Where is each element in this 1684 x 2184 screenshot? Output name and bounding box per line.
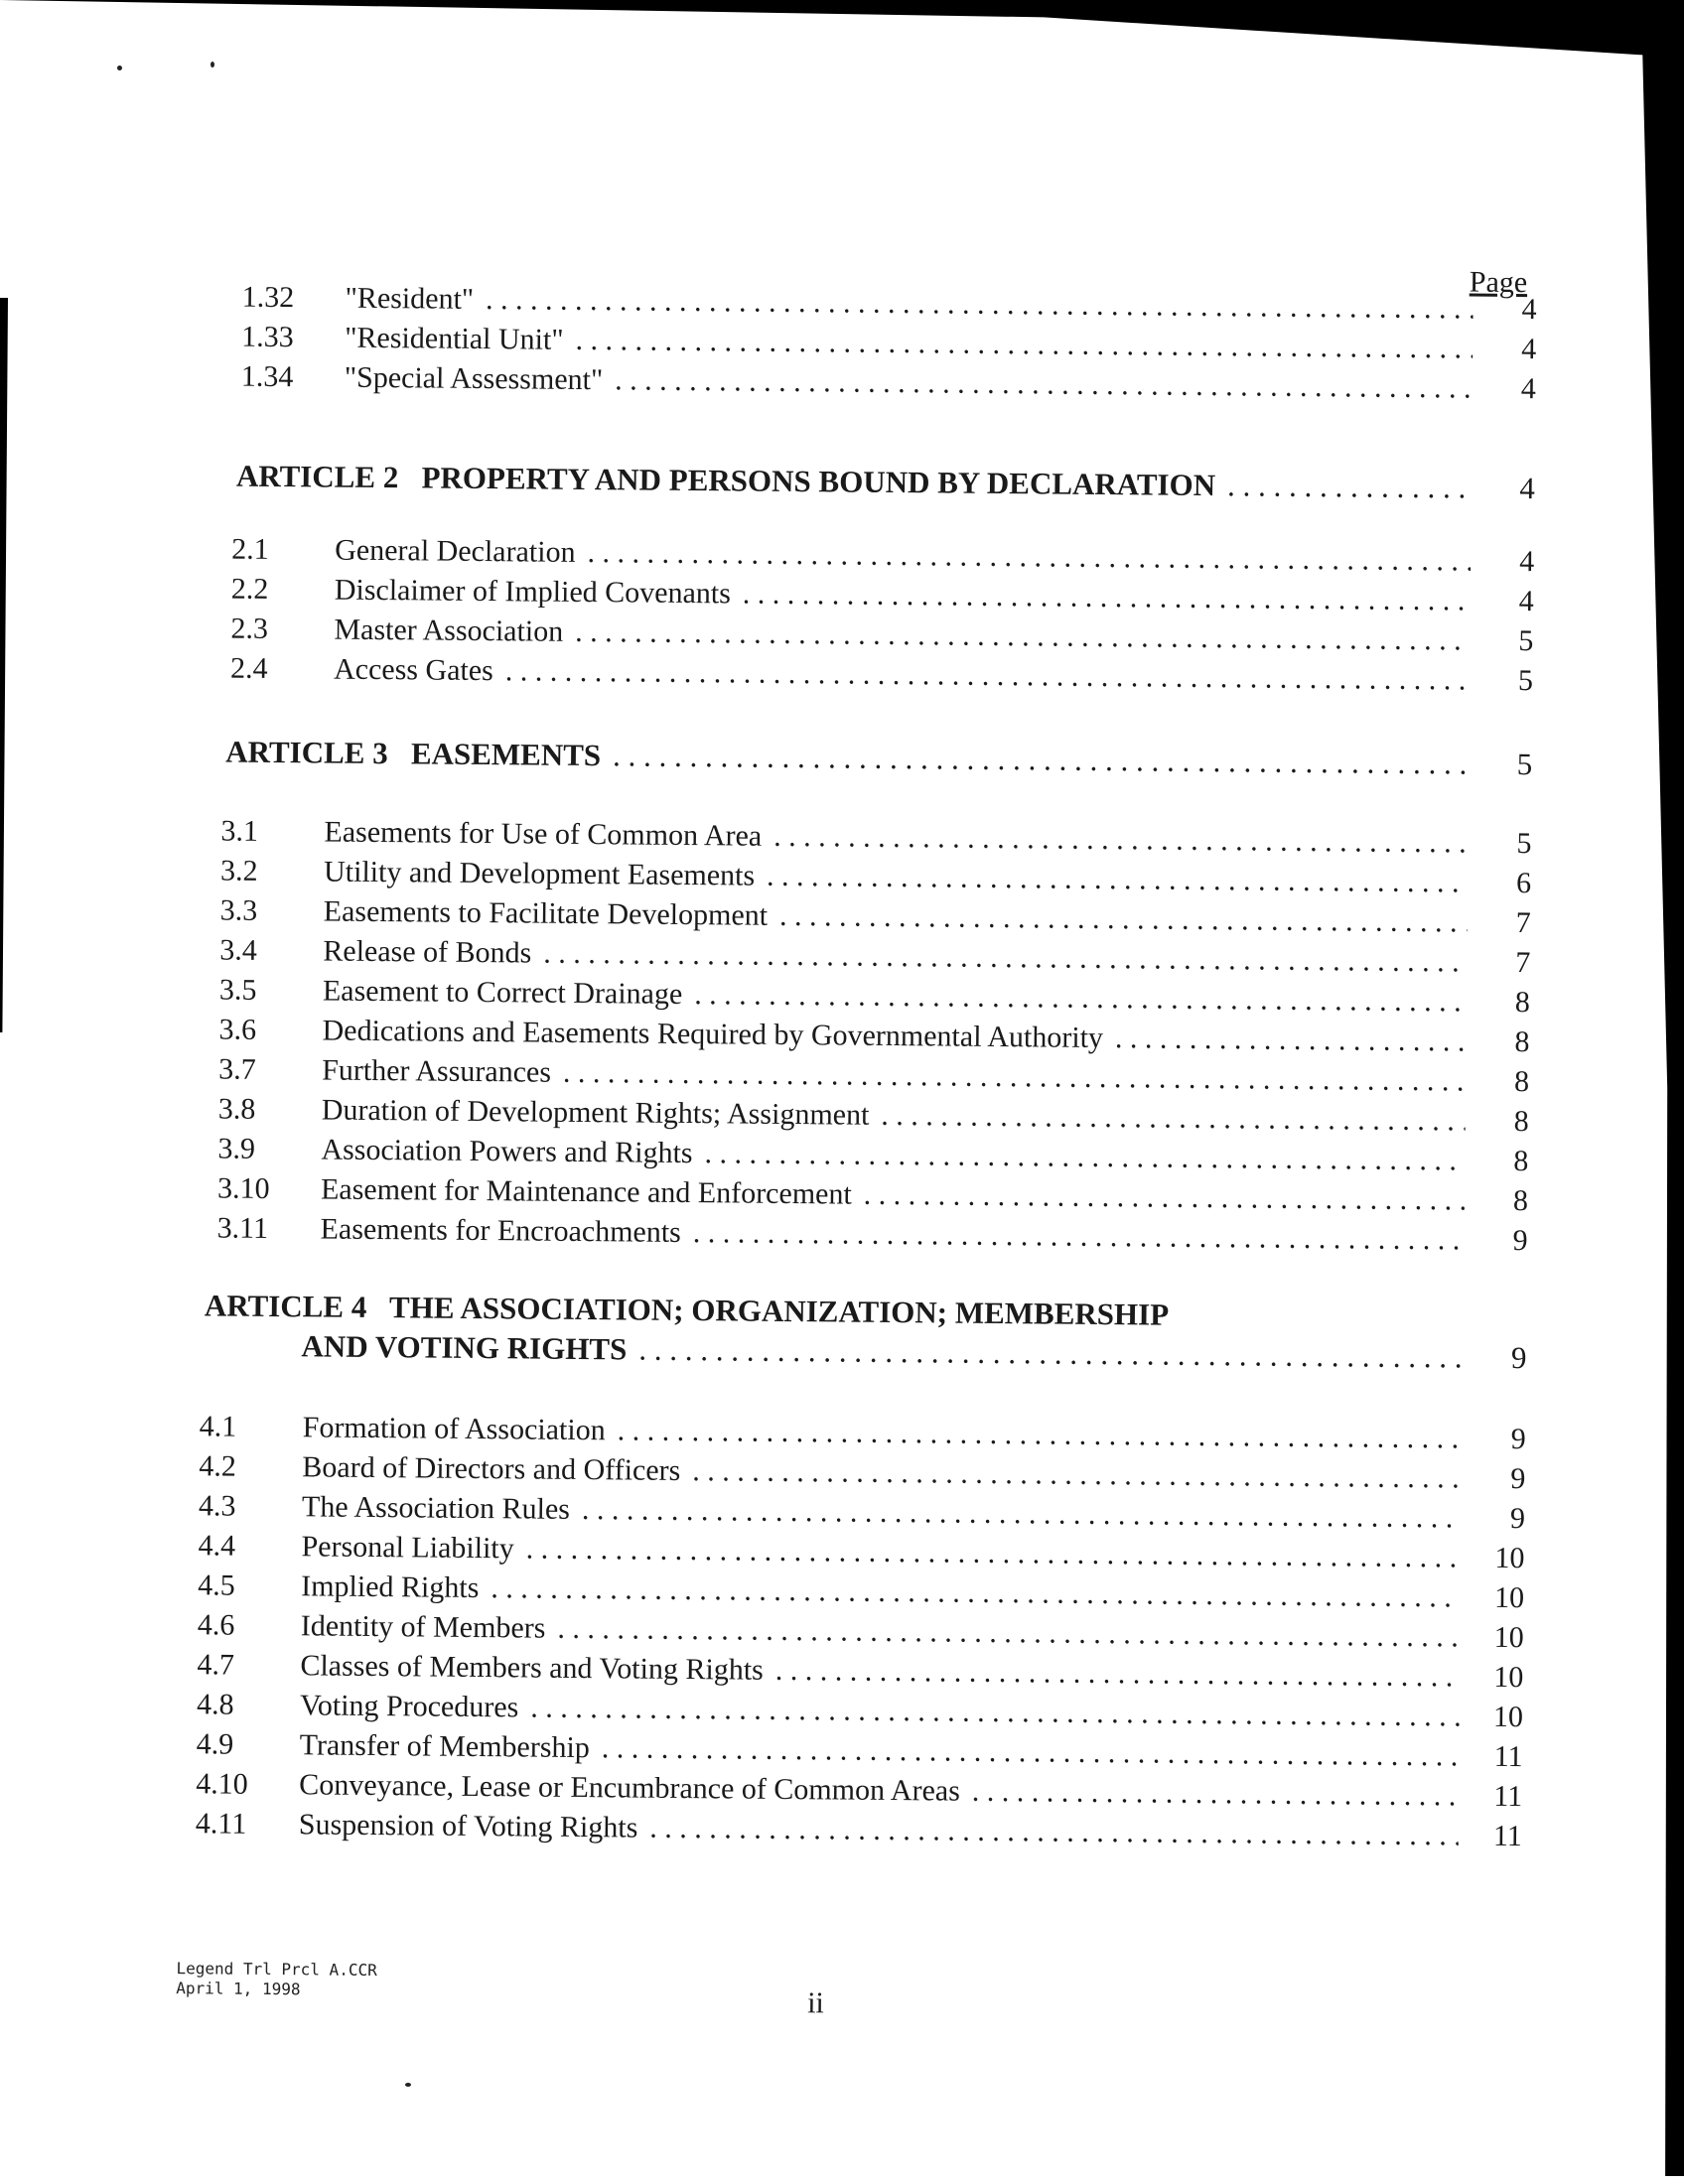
footer-file-name: Legend Trl Prcl A.CCR xyxy=(176,1959,377,1980)
toc-title: Utility and Development Easements xyxy=(323,855,756,892)
toc-number: 3.1 xyxy=(220,814,259,848)
toc-page-number: 4 xyxy=(1519,545,1535,579)
leader-dots xyxy=(602,1730,1460,1774)
toc-title: Implied Rights xyxy=(301,1570,480,1605)
toc-title: Conveyance, Lease or Encumbrance of Common Areas xyxy=(299,1768,961,1808)
toc-page-number: 8 xyxy=(1513,1104,1529,1139)
footer-date: April 1, 1998 xyxy=(176,1979,301,1999)
toc-page-number: 5 xyxy=(1518,624,1534,658)
toc-page-number: 4 xyxy=(1518,585,1534,618)
toc-title: "Special Assessment" xyxy=(344,360,604,397)
toc-page-number: 9 xyxy=(1512,1223,1528,1258)
toc-page-number: 7 xyxy=(1515,906,1531,940)
toc-page-number: 6 xyxy=(1515,867,1532,900)
toc-page-number: 8 xyxy=(1512,1183,1529,1218)
toc-title: Dedications and Easements Required by Governmental Authority xyxy=(322,1014,1104,1055)
toc-page-number: 10 xyxy=(1493,1580,1525,1615)
article-heading xyxy=(225,735,1532,783)
toc-page-number: 4 xyxy=(1519,471,1536,506)
leader-dots xyxy=(587,535,1471,580)
leader-dots xyxy=(491,1570,1461,1615)
article-title: ARTICLE 2 PROPERTY AND PERSONS BOUND BY DECLARATION xyxy=(235,458,1216,503)
leader-dots xyxy=(693,1215,1465,1258)
toc-number: 4.1 xyxy=(199,1410,237,1443)
leader-dots xyxy=(1227,468,1472,505)
toc-page-number: 10 xyxy=(1493,1660,1524,1695)
toc-page-number: 9 xyxy=(1509,1501,1526,1536)
toc-number: 3.5 xyxy=(218,973,257,1007)
toc-title: Personal Liability xyxy=(301,1530,514,1566)
toc-title: Duration of Development Rights; Assignment xyxy=(321,1093,870,1132)
toc-number: 3.7 xyxy=(218,1052,256,1086)
leader-dots xyxy=(638,1332,1463,1376)
toc-title: Disclaimer of Implied Covenants xyxy=(334,573,732,611)
article-title: ARTICLE 3 EASEMENTS xyxy=(225,734,602,773)
toc-page-number: 11 xyxy=(1493,1739,1523,1774)
leader-dots xyxy=(615,362,1473,406)
leader-dots xyxy=(575,323,1473,367)
leader-dots xyxy=(773,819,1469,862)
leader-dots xyxy=(694,977,1467,1020)
toc-number: 3.3 xyxy=(219,893,258,927)
toc-title: Classes of Members and Voting Rights xyxy=(300,1649,764,1687)
toc-title: Identity of Members xyxy=(300,1609,546,1645)
toc-title: Easements to Facilitate Development xyxy=(323,894,769,932)
leader-dots xyxy=(972,1774,1460,1815)
toc-title: The Association Rules xyxy=(301,1490,571,1526)
toc-number: 1.32 xyxy=(241,280,295,315)
toc-number: 3.9 xyxy=(217,1132,256,1165)
toc-row xyxy=(196,1806,1522,1854)
toc-number: 2.4 xyxy=(229,651,268,685)
toc-title: "Residential Unit" xyxy=(345,321,564,356)
toc-title: General Declaration xyxy=(335,533,576,569)
toc-number: 4.6 xyxy=(197,1608,235,1642)
toc-page-number: 4 xyxy=(1521,293,1537,327)
toc-page-number: 9 xyxy=(1510,1422,1526,1456)
toc-page-number: 5 xyxy=(1517,664,1534,698)
page-column-label: Page xyxy=(1469,265,1528,300)
toc-title: "Resident" xyxy=(345,281,475,316)
leader-dots xyxy=(613,738,1469,781)
leader-dots xyxy=(505,653,1471,698)
toc-number: 3.4 xyxy=(219,933,257,967)
toc-page-number: 10 xyxy=(1493,1620,1524,1655)
toc-title: Formation of Association xyxy=(302,1411,606,1447)
toc-page-number: 5 xyxy=(1516,747,1533,782)
toc-number: 3.2 xyxy=(219,854,258,887)
leader-dots xyxy=(881,1098,1466,1140)
toc-number: 2.1 xyxy=(231,532,269,566)
leader-dots xyxy=(743,577,1471,619)
toc-number: 4.4 xyxy=(198,1529,236,1563)
leader-dots xyxy=(692,1453,1462,1496)
leader-dots xyxy=(649,1811,1459,1854)
toc-page-number: 10 xyxy=(1494,1541,1525,1575)
toc-number: 4.5 xyxy=(198,1569,235,1602)
toc-title: Easement for Maintenance and Enforcement xyxy=(320,1172,852,1211)
toc-title: Board of Directors and Officers xyxy=(302,1450,681,1487)
toc-page-number: 8 xyxy=(1513,1065,1530,1099)
leader-dots xyxy=(575,614,1470,659)
toc-row xyxy=(230,651,1533,700)
toc-page-number: 9 xyxy=(1510,1339,1527,1376)
leader-dots xyxy=(557,1611,1461,1656)
toc-title: Easements for Encroachments xyxy=(320,1212,681,1249)
toc-page-number: 5 xyxy=(1516,827,1532,861)
leader-dots xyxy=(864,1177,1466,1219)
article-heading xyxy=(236,459,1535,507)
toc-page-number: 9 xyxy=(1510,1461,1526,1496)
toc-page-number: 8 xyxy=(1514,986,1531,1020)
toc-number: 3.8 xyxy=(217,1092,256,1126)
toc-title: Association Powers and Rights xyxy=(321,1133,693,1170)
toc-page-number: 8 xyxy=(1514,1025,1530,1059)
toc-number: 4.2 xyxy=(199,1449,237,1483)
toc-title: Master Association xyxy=(334,613,564,648)
toc-number: 3.6 xyxy=(218,1013,257,1046)
toc-number: 4.3 xyxy=(198,1489,236,1523)
toc-page-number: 4 xyxy=(1520,372,1536,406)
toc-number: 3.11 xyxy=(216,1211,269,1245)
toc-number: 4.11 xyxy=(195,1807,247,1841)
toc-number: 4.8 xyxy=(196,1688,234,1721)
toc-number: 4.7 xyxy=(197,1648,235,1682)
leader-dots xyxy=(530,1691,1460,1735)
toc-number: 3.10 xyxy=(216,1171,270,1205)
toc-page-number: 4 xyxy=(1521,333,1537,366)
leader-dots xyxy=(543,936,1467,981)
toc-title: Voting Procedures xyxy=(299,1689,519,1724)
toc-number: 1.33 xyxy=(241,320,294,354)
toc-title: Transfer of Membership xyxy=(299,1728,590,1765)
toc-page-number: 7 xyxy=(1515,946,1531,980)
leader-dots xyxy=(775,1653,1461,1696)
toc-page-number: 10 xyxy=(1492,1700,1524,1734)
leader-dots xyxy=(779,898,1468,941)
toc-row xyxy=(216,1210,1527,1259)
toc-title: Easement to Correct Drainage xyxy=(322,974,683,1011)
article-heading xyxy=(301,1328,1526,1376)
leader-dots xyxy=(582,1492,1462,1537)
toc-page-number: 11 xyxy=(1493,1779,1523,1814)
toc-number: 2.3 xyxy=(230,612,269,645)
toc-title: Access Gates xyxy=(333,652,493,688)
toc-row xyxy=(241,359,1536,408)
leader-dots xyxy=(526,1531,1462,1575)
toc-number: 1.34 xyxy=(240,359,294,394)
leader-dots xyxy=(704,1136,1465,1178)
leader-dots xyxy=(486,282,1474,328)
toc-title: Easements for Use of Common Area xyxy=(324,815,763,853)
toc-page-number: 8 xyxy=(1513,1144,1529,1178)
leader-dots xyxy=(1115,1021,1467,1059)
toc-number: 4.10 xyxy=(196,1767,248,1801)
leader-dots xyxy=(563,1055,1467,1100)
page-number: ii xyxy=(807,1986,825,2020)
article-title: AND VOTING RIGHTS xyxy=(301,1328,628,1367)
toc-title: Suspension of Voting Rights xyxy=(298,1808,638,1844)
toc-number: 4.9 xyxy=(196,1727,234,1761)
toc-number: 2.2 xyxy=(230,572,269,606)
article-heading-line: ARTICLE 4 THE ASSOCIATION; ORGANIZATION; MEMBERSHIP xyxy=(204,1288,1170,1332)
toc-title: Further Assurances xyxy=(322,1053,552,1089)
leader-dots xyxy=(618,1413,1463,1456)
toc-title: Release of Bonds xyxy=(323,934,532,970)
leader-dots xyxy=(767,859,1468,901)
toc-page-number: 11 xyxy=(1492,1819,1522,1853)
